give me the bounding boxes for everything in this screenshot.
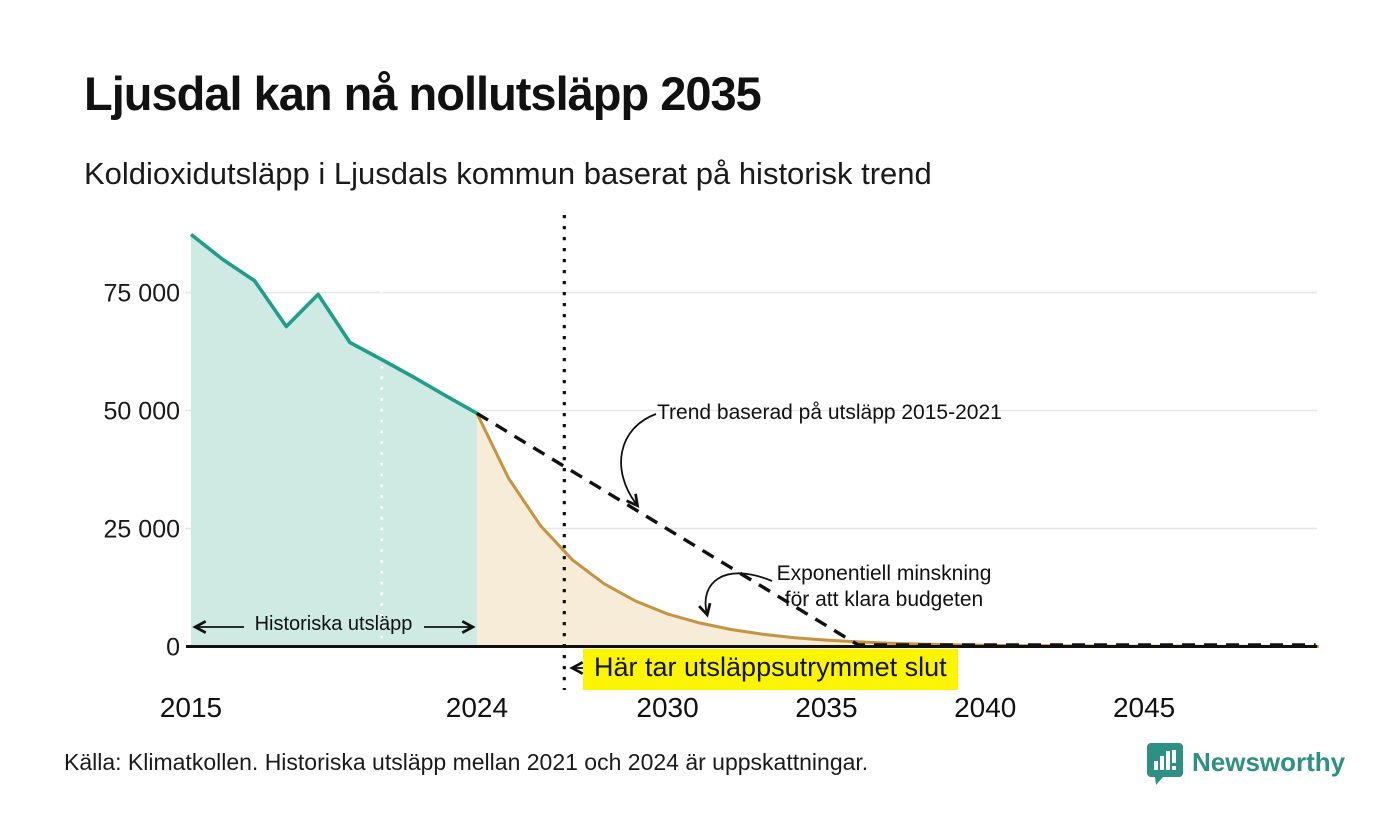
- y-tick-label: 50 000: [103, 397, 180, 426]
- trend-annotation-label: Trend baserad på utsläpp 2015-2021: [657, 401, 1002, 424]
- x-tick-label: 2015: [159, 692, 223, 723]
- y-tick-label: 0: [166, 633, 180, 662]
- exclamation-dot: [1172, 766, 1176, 770]
- page-title: Ljusdal kan nå nollutsläpp 2035: [84, 67, 761, 120]
- historical-area: [191, 234, 477, 646]
- bar-1: [1154, 761, 1158, 770]
- x-tick-label: 2035: [795, 692, 858, 723]
- exponential-annotation-line2: för att klara budgeten: [784, 588, 984, 611]
- chart-subtitle: Koldioxidutsläpp i Ljusdals kommun baserat på historisk trend: [84, 156, 932, 191]
- historical-emissions-label: Historiska utsläpp: [254, 613, 413, 635]
- x-tick-label: 2045: [1112, 692, 1176, 723]
- x-tick-label: 2024: [445, 692, 509, 723]
- bar-3: [1166, 751, 1170, 770]
- newsworthy-logo-icon: [1146, 742, 1184, 786]
- newsworthy-wordmark: Newsworthy: [1192, 747, 1346, 777]
- budget-exhausted-label: Här tar utsläppsutrymmet slut: [583, 649, 958, 690]
- exponential-annotation-arrow: [706, 573, 772, 614]
- y-tick-label: 75 000: [103, 279, 180, 308]
- exponential-annotation-label: [766, 561, 1002, 613]
- trend-annotation-arrow: [621, 414, 656, 505]
- y-tick-label: 25 000: [103, 515, 180, 544]
- exclamation-bar: [1172, 750, 1176, 763]
- x-tick-label: 2030: [636, 692, 699, 723]
- x-tick-label: 2040: [954, 692, 1017, 723]
- exponential-annotation-line1: Exponentiell minskning: [776, 562, 992, 585]
- bar-2: [1160, 756, 1164, 770]
- source-note: Källa: Klimatkollen. Historiska utsläpp mellan 2021 och 2024 är uppskattningar.: [64, 749, 869, 775]
- speech-bubble-shape: [1147, 743, 1183, 785]
